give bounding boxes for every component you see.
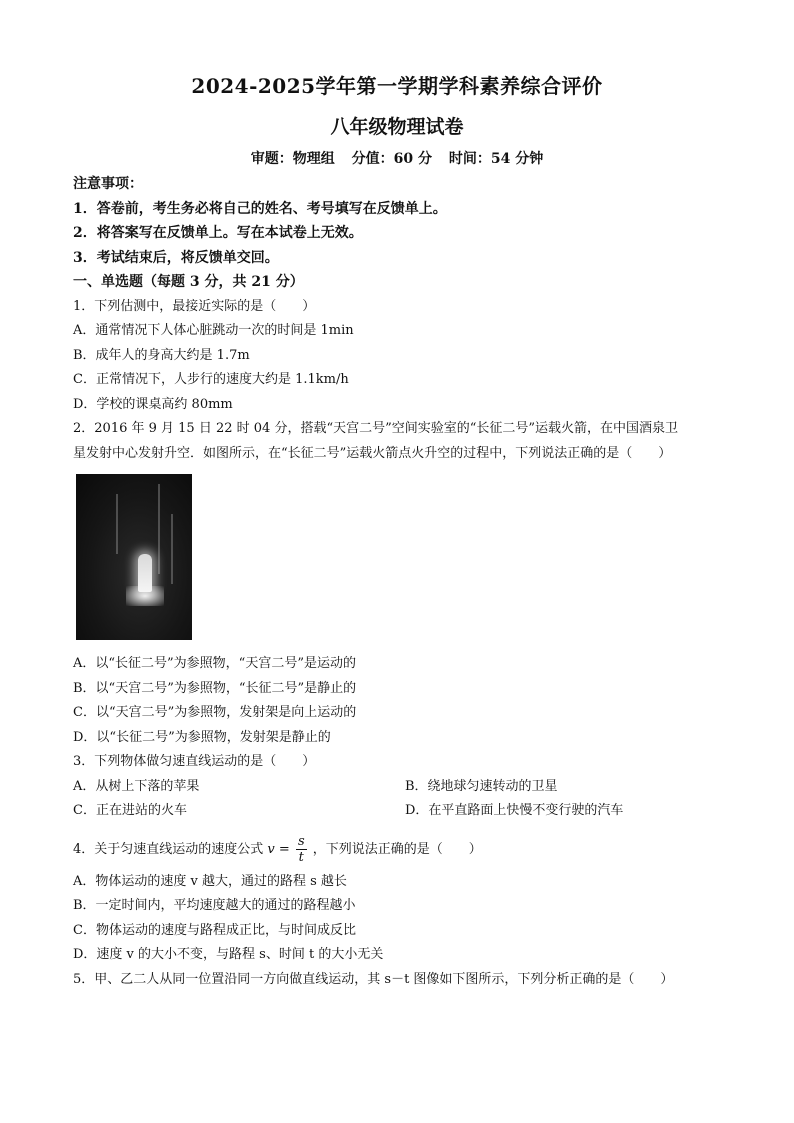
q5-stem: 5．甲、乙二人从同一位置沿同一方向做直线运动，其 s－t 图像如下图所示，下列分析正确的是（ ） (73, 971, 674, 987)
q3-stem: 3．下列物体做匀速直线运动的是（ ） (73, 754, 316, 769)
q4-option-a: A．物体运动的速度 v 越大，通过的路程 s 越长 (73, 873, 347, 889)
meta-reviewer: 审题：物理组 (250, 151, 335, 167)
q4-option-c: C．物体运动的速度与路程成正比，与时间成反比 (73, 922, 356, 938)
photo-streak (116, 494, 118, 554)
q4-option-b: B．一定时间内，平均速度越大的通过的路程越小 (73, 898, 356, 913)
photo-streak (158, 484, 160, 574)
q3-option-a: A．从树上下落的苹果 (73, 778, 200, 794)
q4-stem-pre: 4．关于匀速直线运动的速度公式 (73, 841, 264, 857)
q1-option-d: D．学校的课桌高约 80mm (73, 396, 233, 412)
rocket-icon (138, 554, 152, 592)
q3-options-row-1 (73, 775, 738, 800)
q2-option-a: A．以“长征二号”为参照物，“天宫二号”是运动的 (73, 656, 356, 671)
q4-option-d: D．速度 v 的大小不变，与路程 s、时间 t 的大小无关 (73, 947, 384, 962)
notice-item-2: 2．将答案写在反馈单上。写在本试卷上无效。 (73, 225, 363, 241)
q4-formula-fraction (296, 834, 307, 865)
q4-stem-post: ，下列说法正确的是（ ） (312, 841, 482, 857)
q3-options-row-2 (73, 799, 738, 824)
q3-option-d: D．在平直路面上快慢不变行驶的汽车 (405, 803, 624, 818)
q4-formula-numerator: s (297, 833, 305, 849)
q2-stem-line1: 2．2016 年 9 月 15 日 22 时 04 分，搭载“天宫二号”空间实验室的“长征二号”运载火箭，在中国酒泉卫 (73, 421, 679, 436)
q2-option-b: B．以“天宫二号”为参照物，“长征二号”是静止的 (73, 680, 357, 696)
exam-content (73, 172, 738, 992)
notice-item-3: 3．考试结束后，将反馈单交回。 (73, 249, 279, 266)
q2-option-c: C．以“天宫二号”为参照物，发射架是向上运动的 (73, 705, 357, 720)
q3-option-b: B．绕地球匀速转动的卫星 (405, 778, 558, 794)
photo-streak (171, 514, 173, 584)
meta-time: 时间：54 分钟 (448, 151, 544, 167)
exam-subtitle: 八年级物理试卷 (330, 116, 464, 138)
q1-stem: 1．下列估测中，最接近实际的是（ ） (73, 298, 316, 314)
q2-stem-line2: 星发射中心发射升空．如图所示，在“长征二号”运载火箭点火升空的过程中，下列说法正确的是（ ） (73, 445, 672, 461)
exam-title: 2024-2025学年第一学期学科素养综合评价 (191, 74, 603, 98)
meta-score: 分值：60 分 (351, 151, 432, 167)
q2-option-d: D．以“长征二号”为参照物，发射架是静止的 (73, 729, 331, 745)
q3-option-c: C．正在进站的火车 (73, 803, 187, 818)
q1-option-c: C．正常情况下，人步行的速度大约是 1.1km/h (73, 372, 349, 387)
q4-stem (73, 830, 738, 870)
q1-option-b: B．成年人的身高大约是 1.7m (73, 347, 250, 363)
q4-formula-lhs: v = (267, 841, 290, 857)
rocket-launch-photo (76, 474, 192, 640)
notice-heading: 注意事项： (73, 176, 143, 192)
q1-option-a: A．通常情况下人体心脏跳动一次的时间是 1min (73, 323, 354, 338)
exam-meta (0, 148, 794, 168)
q4-formula-denominator: t (298, 849, 304, 865)
section-heading: 一、单选题（每题 3 分，共 21 分） (73, 274, 304, 290)
notice-item-1: 1．答卷前，考生务必将自己的姓名、考号填写在反馈单上。 (73, 200, 447, 217)
